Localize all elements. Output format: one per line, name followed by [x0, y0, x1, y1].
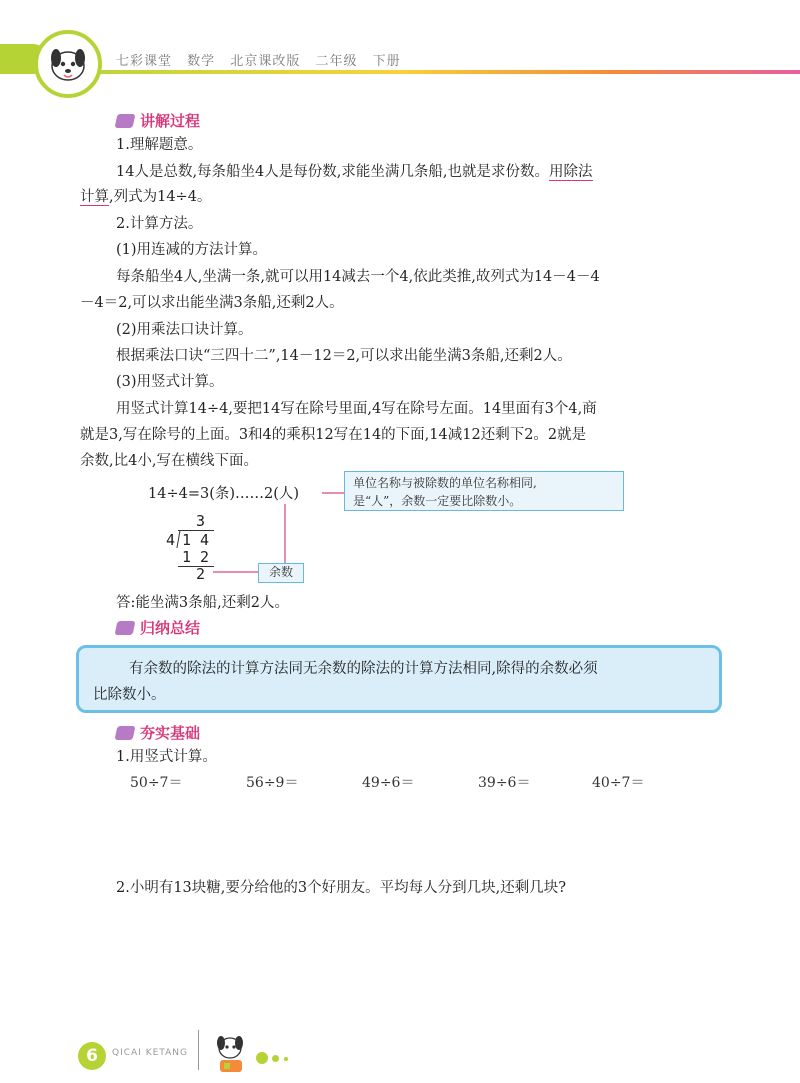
note-connector-line: [322, 492, 344, 494]
footer-dot-large: [256, 1052, 268, 1064]
method3-line1: 用竖式计算14÷4,要把14写在除号里面,4写在除号左面。14里面有3个4,商: [116, 401, 597, 417]
header-edition: 北京课改版: [230, 54, 301, 69]
step1-underlined-text-2: 计算: [80, 189, 109, 205]
method3-line3: 余数,比4小,写在横线下面。: [80, 453, 258, 469]
section-title: 归纳总结: [140, 619, 201, 637]
header-volume: 下册: [372, 54, 401, 69]
header-grade: 二年级: [315, 54, 358, 69]
step1-underlined-text: 用除法: [549, 164, 593, 180]
method1-line2: －4＝2,可以求出能坐满3条船,还剩2人。: [80, 295, 344, 311]
method1-heading: (1)用连减的方法计算。: [116, 242, 268, 258]
unit-note-line1: 单位名称与被除数的单位名称相同,: [353, 476, 537, 490]
footer-divider: [198, 1030, 199, 1070]
mascot-dog-icon: [34, 30, 102, 98]
section-title: 夯实基础: [140, 724, 201, 742]
footer-dot-small: [284, 1057, 288, 1061]
book-icon: [115, 726, 136, 740]
long-division-product: 1 2: [182, 548, 210, 566]
remainder-connector-vertical: [284, 504, 286, 572]
section-heading-practice: [116, 722, 200, 743]
header-rainbow-line: [60, 70, 800, 74]
remainder-connector-horizontal: [213, 571, 258, 573]
method3-line2: 就是3,写在除号的上面。3和4的乘积12写在14的下面,14减12还剩下2。2就是: [80, 427, 587, 443]
long-division-divisor: 4: [166, 531, 176, 549]
method2-line1: 根据乘法口诀“三四十二”,14－12＝2,可以求出能坐满3条船,还剩2人。: [116, 348, 572, 364]
division-equation: 14÷4=3(条)……2(人): [148, 486, 300, 502]
method3-heading: (3)用竖式计算。: [116, 374, 224, 390]
unit-note-line2: 是“人”，余数一定要比除数小。: [353, 494, 522, 508]
problem-item: 50÷7＝: [130, 775, 183, 791]
step1-text: 14人是总数,每条船坐4人是每份数,求能坐满几条船,也就是求份数。: [116, 164, 550, 180]
step1-line2: [80, 184, 211, 210]
question1-heading: 1.用竖式计算。: [116, 749, 217, 765]
problem-item: 56÷9＝: [246, 775, 299, 791]
remainder-label-box: 余数: [258, 563, 304, 583]
long-division-bracket-side: [176, 530, 180, 548]
method2-heading: (2)用乘法口诀计算。: [116, 322, 253, 338]
long-division-quotient: 3: [196, 512, 206, 530]
answer-text: 答:能坐满3条船,还剩2人。: [116, 595, 289, 611]
section-heading-summary: [116, 617, 200, 638]
section-title: 讲解过程: [140, 112, 201, 130]
footer-mascot-icon: [206, 1030, 252, 1076]
book-icon: [115, 621, 136, 635]
long-division-dividend: 1 4: [182, 531, 210, 549]
section-heading-explanation: [116, 110, 200, 131]
summary-box: [76, 645, 722, 713]
method1-line1: 每条船坐4人,坐满一条,就可以用14减去一个4,依此类推,故列式为14－4－4: [116, 269, 600, 285]
step1-line1: [116, 159, 593, 185]
question2-text: 2.小明有13块糖,要分给他的3个好朋友。平均每人分到几块,还剩几块?: [116, 880, 567, 896]
footer-dot-medium: [272, 1055, 279, 1062]
problem-item: 40÷7＝: [592, 775, 645, 791]
unit-note-box: [344, 471, 624, 511]
header-series: 七彩课堂: [116, 54, 173, 69]
summary-line1: 有余数的除法的计算方法同无余数的除法的计算方法相同,除得的余数必须: [129, 661, 598, 677]
summary-line2: 比除数小。: [93, 687, 166, 703]
header-title: [116, 50, 411, 69]
header-subject: 数学: [187, 54, 216, 69]
step1-expression: ,列式为14÷4。: [109, 189, 212, 205]
problem-item: 49÷6＝: [362, 775, 415, 791]
page-number: 6: [78, 1042, 106, 1070]
step2-heading: 2.计算方法。: [116, 216, 203, 232]
long-division-remainder: 2: [196, 565, 206, 583]
footer-brand: QICAI KETANG: [112, 1048, 188, 1058]
step1-heading: 1.理解题意。: [116, 137, 203, 153]
book-icon: [115, 114, 136, 128]
problem-item: 39÷6＝: [478, 775, 531, 791]
